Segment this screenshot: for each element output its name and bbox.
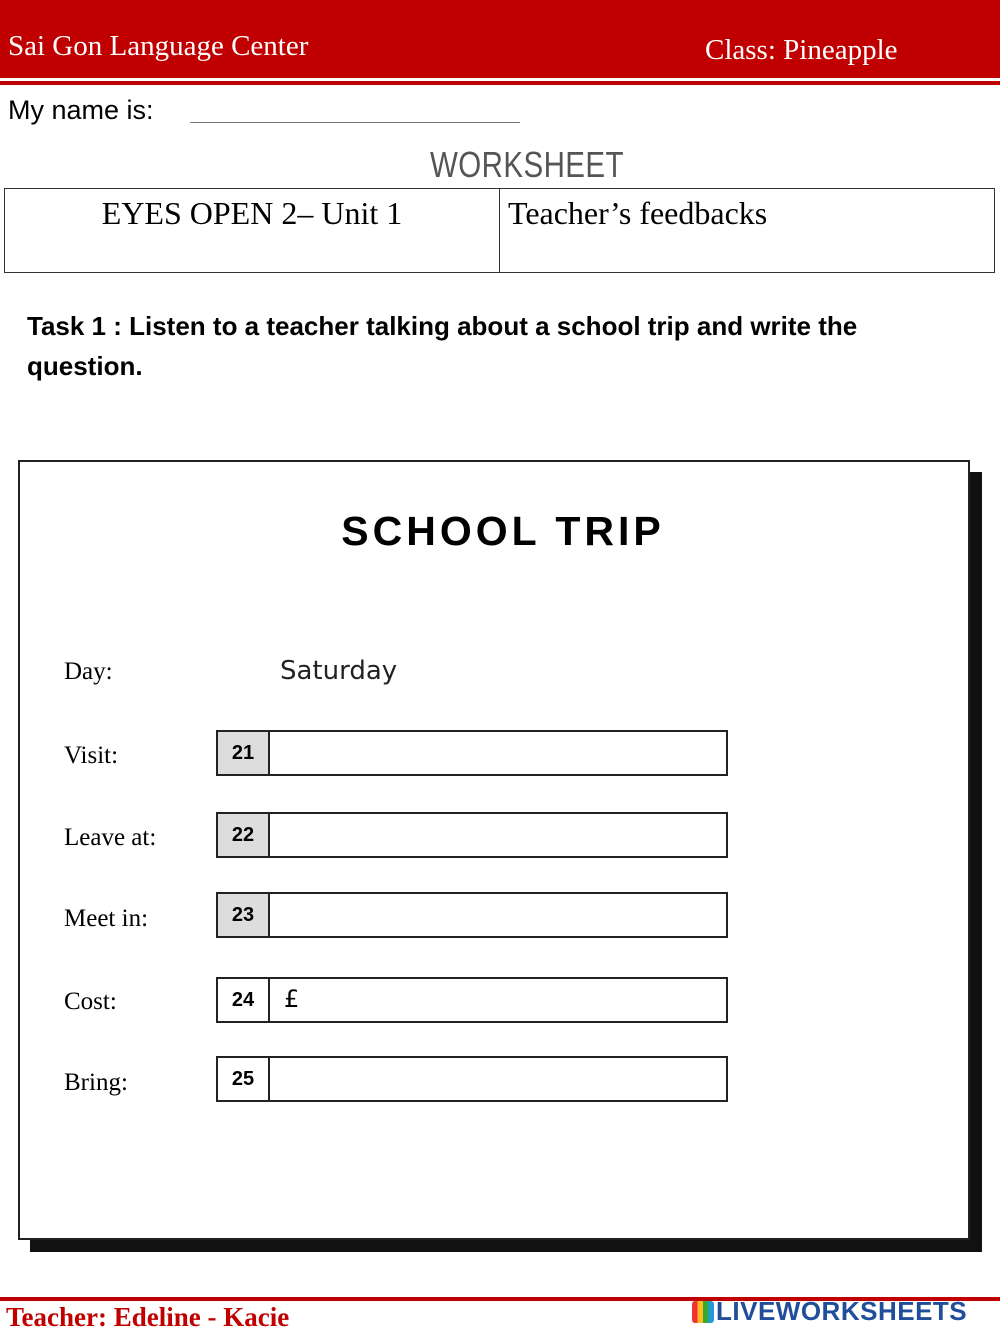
visit-label: Visit: [64,742,119,769]
table-divider [499,189,500,272]
feedback-cell: Teacher’s feedbacks [508,195,768,231]
question-number: 22 [218,814,270,856]
task-instruction: Task 1 : Listen to a teacher talking about a school trip and write the question. [27,311,858,381]
answer-box-23 [216,892,728,938]
bring-label: Bring: [64,1069,128,1096]
center-name: Sai Gon Language Center [8,30,309,62]
cost-answer-input[interactable] [298,979,726,1021]
answer-box-21 [216,730,728,776]
day-label: Day: [64,658,113,685]
question-number: 23 [218,894,270,936]
question-number: 21 [218,732,270,774]
leave-at-label: Leave at: [64,824,157,851]
brand-text: LIVEWORKSHEETS [716,1296,968,1326]
header-divider [0,81,1000,85]
teacher-name: Teacher: Edeline - Kacie [6,1302,290,1332]
visit-answer-input[interactable] [272,732,726,774]
brand-logo [692,1296,967,1327]
day-value: Saturday [280,656,398,686]
unit-cell: EYES OPEN 2– Unit 1 [101,195,403,231]
class-label: Class: Pineapple [705,34,898,66]
answer-box-22 [216,812,728,858]
header-bar [0,0,1000,78]
name-label: My name is: [8,95,154,125]
pound-sign: £ [284,985,300,1013]
meet-in-answer-input[interactable] [272,894,726,936]
question-number: 24 [218,979,270,1021]
answer-box-24 [216,977,728,1023]
answer-box-25 [216,1056,728,1102]
school-trip-form [18,460,970,1240]
worksheet-title: WORKSHEET [430,144,624,185]
form-title: SCHOOL TRIP [341,508,665,554]
question-number: 25 [218,1058,270,1100]
cost-label: Cost: [64,988,117,1015]
name-input-line[interactable] [190,122,520,123]
info-table [4,188,995,273]
bring-answer-input[interactable] [272,1058,726,1100]
leave-at-answer-input[interactable] [272,814,726,856]
liveworksheets-icon [692,1301,714,1323]
meet-in-label: Meet in: [64,905,149,932]
